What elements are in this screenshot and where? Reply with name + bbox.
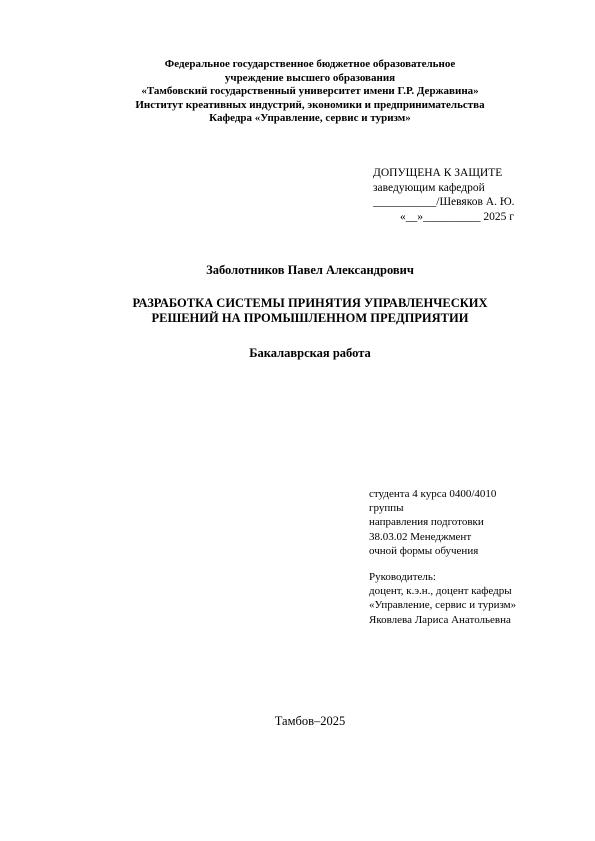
header-line-department: Кафедра «Управление, сервис и туризм» [209, 112, 411, 124]
header-line-institute: Институт креативных индустрий, экономики и предпринимательства [135, 98, 485, 111]
thesis-title [60, 296, 560, 326]
student-info [369, 487, 579, 558]
supervisor-department: «Управление, сервис и туризм» [369, 599, 517, 612]
supervisor-label: Руководитель: [369, 571, 436, 583]
header-line-ministry: Федеральное государственное бюджетное образовательное [164, 58, 456, 70]
thesis-title-line-2: РЕШЕНИЙ НА ПРОМЫШЛЕННОМ ПРЕДПРИЯТИИ [151, 311, 469, 325]
approval-block [373, 166, 573, 224]
approval-signature: ___________/Шевяков А. Ю. [373, 196, 515, 208]
student-line-form: очной формы обучения [369, 544, 479, 557]
approval-position: заведующим кафедрой [373, 181, 485, 194]
header-line-institution-type: учреждение высшего образования [224, 71, 396, 84]
supervisor-name: Яковлева Лариса Анатольевна [369, 613, 511, 626]
approval-date: «__»__________ 2025 г [400, 210, 514, 223]
author-name: Заболотников Павел Александрович [206, 263, 414, 277]
student-line-program: 38.03.02 Менеджмент [369, 530, 472, 543]
thesis-title-line-1: РАЗРАБОТКА СИСТЕМЫ ПРИНЯТИЯ УПРАВЛЕНЧЕСКИХ [132, 296, 488, 310]
supervisor-info [369, 570, 579, 627]
student-line-group: группы [369, 502, 404, 515]
work-type: Бакалаврская работа [249, 346, 371, 360]
student-line-course: студента 4 курса 0400/4010 [369, 488, 497, 500]
institution-header [60, 58, 560, 126]
supervisor-degree: доцент, к.э.н., доцент кафедры [369, 585, 512, 598]
student-line-direction: направления подготовки [369, 516, 484, 529]
city-year: Тамбов–2025 [274, 714, 346, 728]
header-line-university: «Тамбовский государственный университет имени Г.Р. Державина» [141, 85, 479, 97]
approval-title: ДОПУЩЕНА К ЗАЩИТЕ [373, 167, 503, 179]
